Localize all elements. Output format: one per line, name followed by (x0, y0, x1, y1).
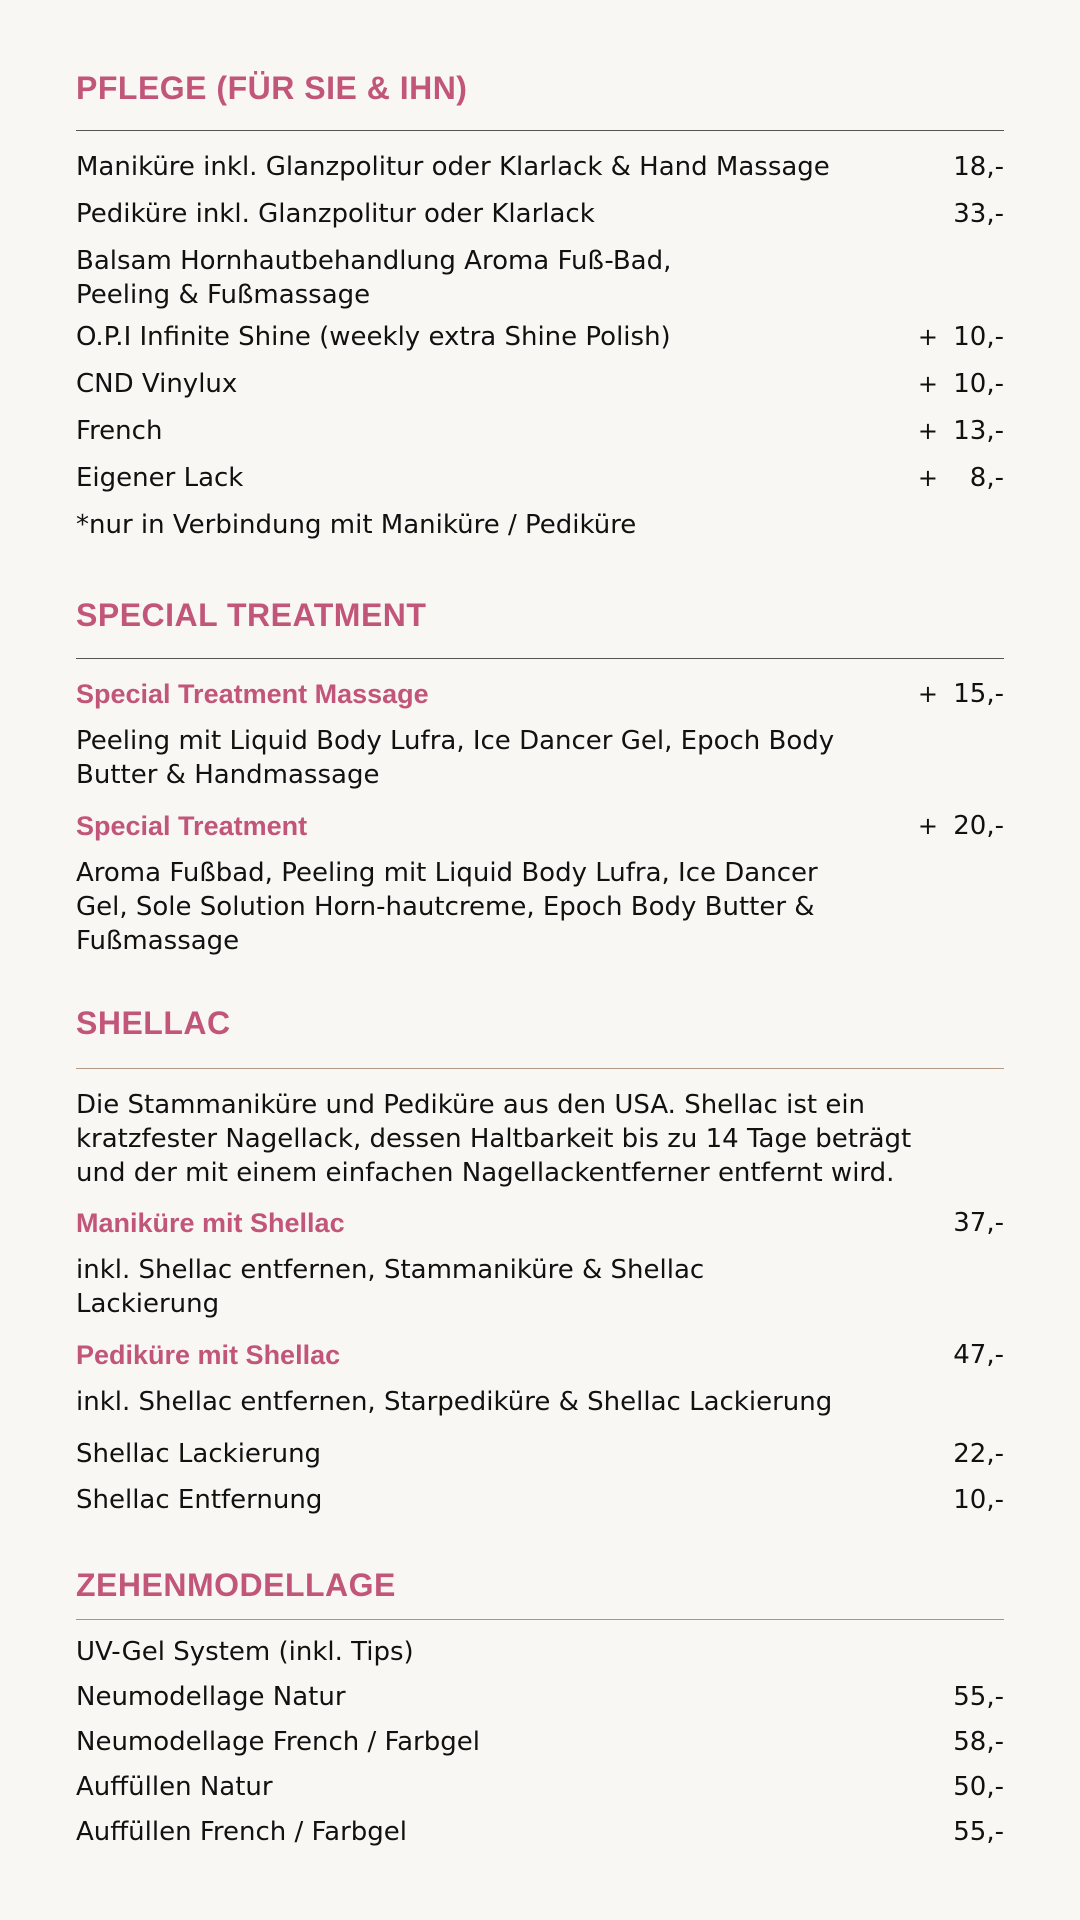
service-row (76, 367, 1004, 403)
section-title: SHELLAC (76, 1005, 231, 1041)
service-row (76, 1338, 1004, 1374)
service-description (76, 1385, 936, 1419)
service-row (76, 677, 1004, 713)
description-line: Fußmassage (76, 926, 240, 956)
service-row (76, 1725, 1004, 1761)
section-title: ZEHENMODELLAGE (76, 1567, 396, 1603)
divider (76, 658, 1004, 659)
footnote-text: *nur in Verbindung mit Maniküre / Pediküre (76, 510, 637, 540)
intro-line: Die Stammaniküre und Pediküre aus den USA. Shellac ist ein (76, 1090, 866, 1120)
service-label: Special Treatment (76, 811, 308, 841)
service-price: 47,- (953, 1340, 1004, 1370)
service-row (76, 1770, 1004, 1806)
service-label: O.P.I Infinite Shine (weekly extra Shine Polish) (76, 322, 671, 352)
service-row (76, 1483, 1004, 1519)
service-row (76, 1815, 1004, 1851)
service-label: Maniküre mit Shellac (76, 1208, 345, 1238)
service-price: 50,- (953, 1772, 1004, 1802)
service-row (76, 320, 1004, 356)
service-row (76, 1680, 1004, 1716)
intro-line: und der mit einem einfachen Nagellackentferner entfernt wird. (76, 1158, 895, 1188)
section-intro (76, 1088, 1004, 1190)
service-label: Shellac Entfernung (76, 1485, 323, 1515)
service-price: 33,- (953, 199, 1004, 229)
plus-sign: + (917, 812, 938, 840)
section-title: PFLEGE (FÜR SIE & IHN) (76, 70, 468, 106)
description-line: Gel, Sole Solution Horn-hautcreme, Epoch Body Butter & (76, 892, 815, 922)
service-row (76, 461, 1004, 497)
service-label: Shellac Lackierung (76, 1439, 322, 1469)
plus-sign: + (917, 417, 938, 445)
service-label: Special Treatment Massage (76, 679, 429, 709)
service-row (76, 1437, 1004, 1473)
description-line: Aroma Fußbad, Peeling mit Liquid Body Lufra, Ice Dancer (76, 858, 818, 888)
service-price: 10,- (953, 369, 1004, 399)
description-line: inkl. Shellac entfernen, Starpediküre & Shellac Lackierung (76, 1387, 833, 1417)
plus-sign: + (917, 464, 938, 492)
service-row (76, 414, 1004, 450)
description-line: Butter & Handmassage (76, 760, 380, 790)
service-label: Maniküre inkl. Glanzpolitur oder Klarlack & Hand Massage (76, 152, 830, 182)
service-price: 55,- (953, 1682, 1004, 1712)
service-description (76, 856, 936, 958)
service-price: 10,- (953, 322, 1004, 352)
service-label: CND Vinylux (76, 369, 238, 399)
service-row (76, 809, 1004, 845)
label-line: Peeling & Fußmassage (76, 280, 371, 310)
service-price: 18,- (953, 152, 1004, 182)
divider (76, 1068, 1004, 1069)
service-description (76, 1253, 936, 1321)
service-row (76, 1206, 1004, 1242)
service-label: French (76, 416, 163, 446)
service-label-multiline (76, 244, 936, 312)
plus-sign: + (917, 323, 938, 351)
service-label: Pediküre mit Shellac (76, 1340, 341, 1370)
description-line: Peeling mit Liquid Body Lufra, Ice Dancer Gel, Epoch Body (76, 726, 835, 756)
service-label: Eigener Lack (76, 463, 244, 493)
service-price: 13,- (953, 416, 1004, 446)
service-label: Auffüllen French / Farbgel (76, 1817, 407, 1847)
service-price: 37,- (953, 1208, 1004, 1238)
service-label: UV-Gel System (inkl. Tips) (76, 1637, 414, 1667)
service-price: 8,- (969, 463, 1004, 493)
service-label: Neumodellage French / Farbgel (76, 1727, 480, 1757)
footnote (76, 508, 1004, 544)
intro-line: kratzfester Nagellack, dessen Haltbarkeit bis zu 14 Tage beträgt (76, 1124, 912, 1154)
plus-sign: + (917, 680, 938, 708)
service-label: Pediküre inkl. Glanzpolitur oder Klarlack (76, 199, 595, 229)
service-price: 55,- (953, 1817, 1004, 1847)
description-line: inkl. Shellac entfernen, Stammaniküre & Shellac (76, 1255, 705, 1285)
service-label: Neumodellage Natur (76, 1682, 346, 1712)
service-row (76, 1635, 1004, 1671)
service-label: Auffüllen Natur (76, 1772, 273, 1802)
label-line: Balsam Hornhautbehandlung Aroma Fuß-Bad, (76, 246, 672, 276)
plus-sign: + (917, 370, 938, 398)
description-line: Lackierung (76, 1289, 220, 1319)
service-price: 58,- (953, 1727, 1004, 1757)
service-price: 20,- (953, 811, 1004, 841)
section-title: SPECIAL TREATMENT (76, 597, 427, 633)
service-price: 15,- (953, 679, 1004, 709)
service-row (76, 197, 1004, 233)
service-description (76, 724, 936, 792)
divider (76, 130, 1004, 131)
service-price: 10,- (953, 1485, 1004, 1515)
service-row (76, 150, 1004, 186)
divider (76, 1619, 1004, 1620)
service-price: 22,- (953, 1439, 1004, 1469)
